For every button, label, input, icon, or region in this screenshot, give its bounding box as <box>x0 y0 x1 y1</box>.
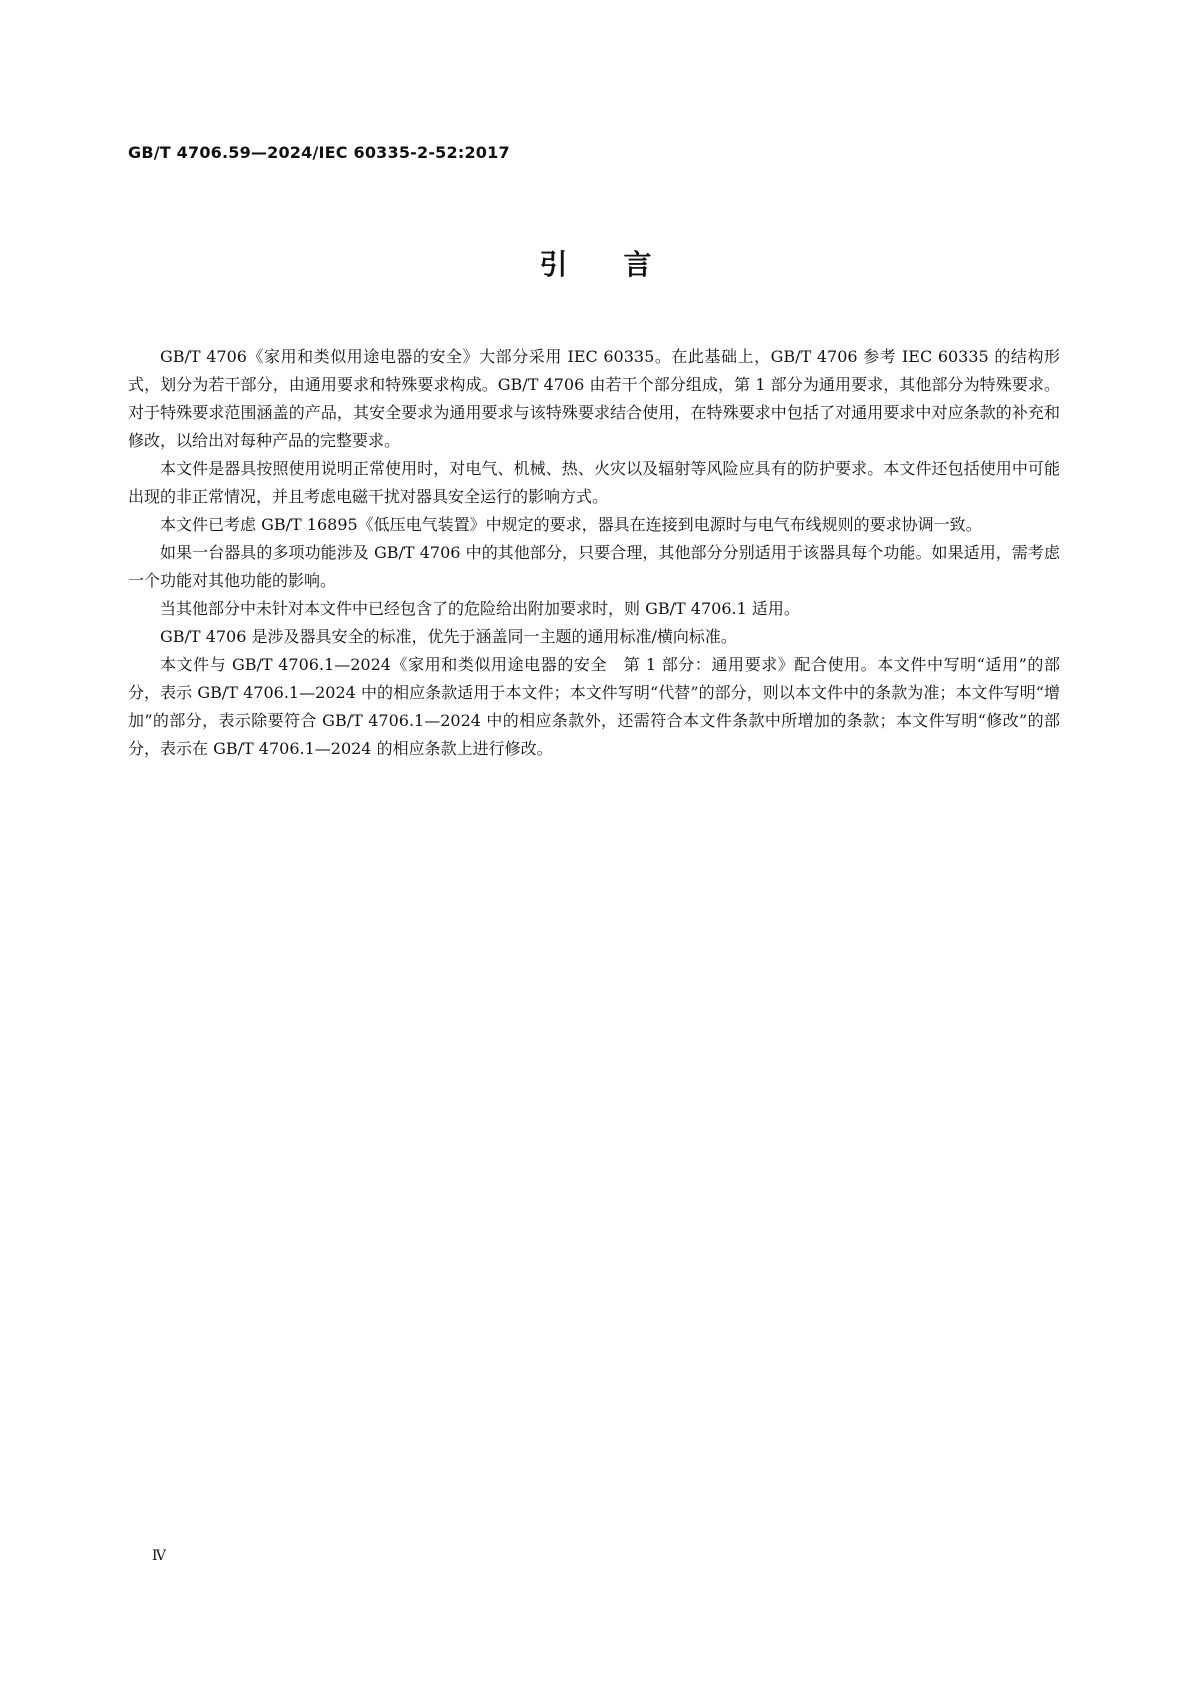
paragraph-7: 本文件与 GB/T 4706.1—2024《家用和类似用途电器的安全 第 1 部分：通用要求》配合使用。本文件中写明“适用”的部分，表示 GB/T 4706.1—2024 中的相应条款适用于本文件；本文件写明“代替”的部分，则以本文件中的条款为准；本文件写明“增加”的部分，表示除要符合 GB/T 4706.1—2024 中的相应条款外，还需符合本文件条款中所增加的条款；本文件写明“修改”的部分，表示在 GB/T 4706.1—2024 的相应条款上进行修改。 <box>128 655 1060 758</box>
paragraph-1: GB/T 4706《家用和类似用途电器的安全》大部分采用 IEC 60335。在此基础上，GB/T 4706 参考 IEC 60335 的结构形式，划分为若干部分，由通用要求和特殊要求构成。GB/T 4706 由若干个部分组成，第 1 部分为通用要求，其他部分为特殊要求。对于特殊要求范围涵盖的产品，其安全要求为通用要求与该特殊要求结合使用，在特殊要求中包括了对通用要求中对应条款的补充和修改，以给出对每种产品的完整要求。 <box>128 347 1060 450</box>
paragraph-4: 如果一台器具的多项功能涉及 GB/T 4706 中的其他部分，只要合理，其他部分分别适用于该器具每个功能。如果适用，需考虑一个功能对其他功能的影响。 <box>128 543 1060 590</box>
document-header-id: GB/T 4706.59—2024/IEC 60335-2-52:2017 <box>128 143 510 162</box>
paragraph-2: 本文件是器具按照使用说明正常使用时，对电气、机械、热、火灾以及辐射等风险应具有的防护要求。本文件还包括使用中可能出现的非正常情况，并且考虑电磁干扰对器具安全运行的影响方式。 <box>128 459 1060 506</box>
page-number: Ⅳ <box>152 1548 166 1564</box>
paragraph-3: 本文件已考虑 GB/T 16895《低压电气装置》中规定的要求，器具在连接到电源时与电气布线规则的要求协调一致。 <box>160 515 982 534</box>
paragraph-6: GB/T 4706 是涉及器具安全的标准，优先于涵盖同一主题的通用标准/横向标准。 <box>160 627 737 646</box>
paragraph-5: 当其他部分中未针对本文件中已经包含了的危险给出附加要求时，则 GB/T 4706.1 适用。 <box>160 599 800 618</box>
introduction-body <box>128 343 1060 763</box>
section-title: 引言 <box>539 248 708 281</box>
